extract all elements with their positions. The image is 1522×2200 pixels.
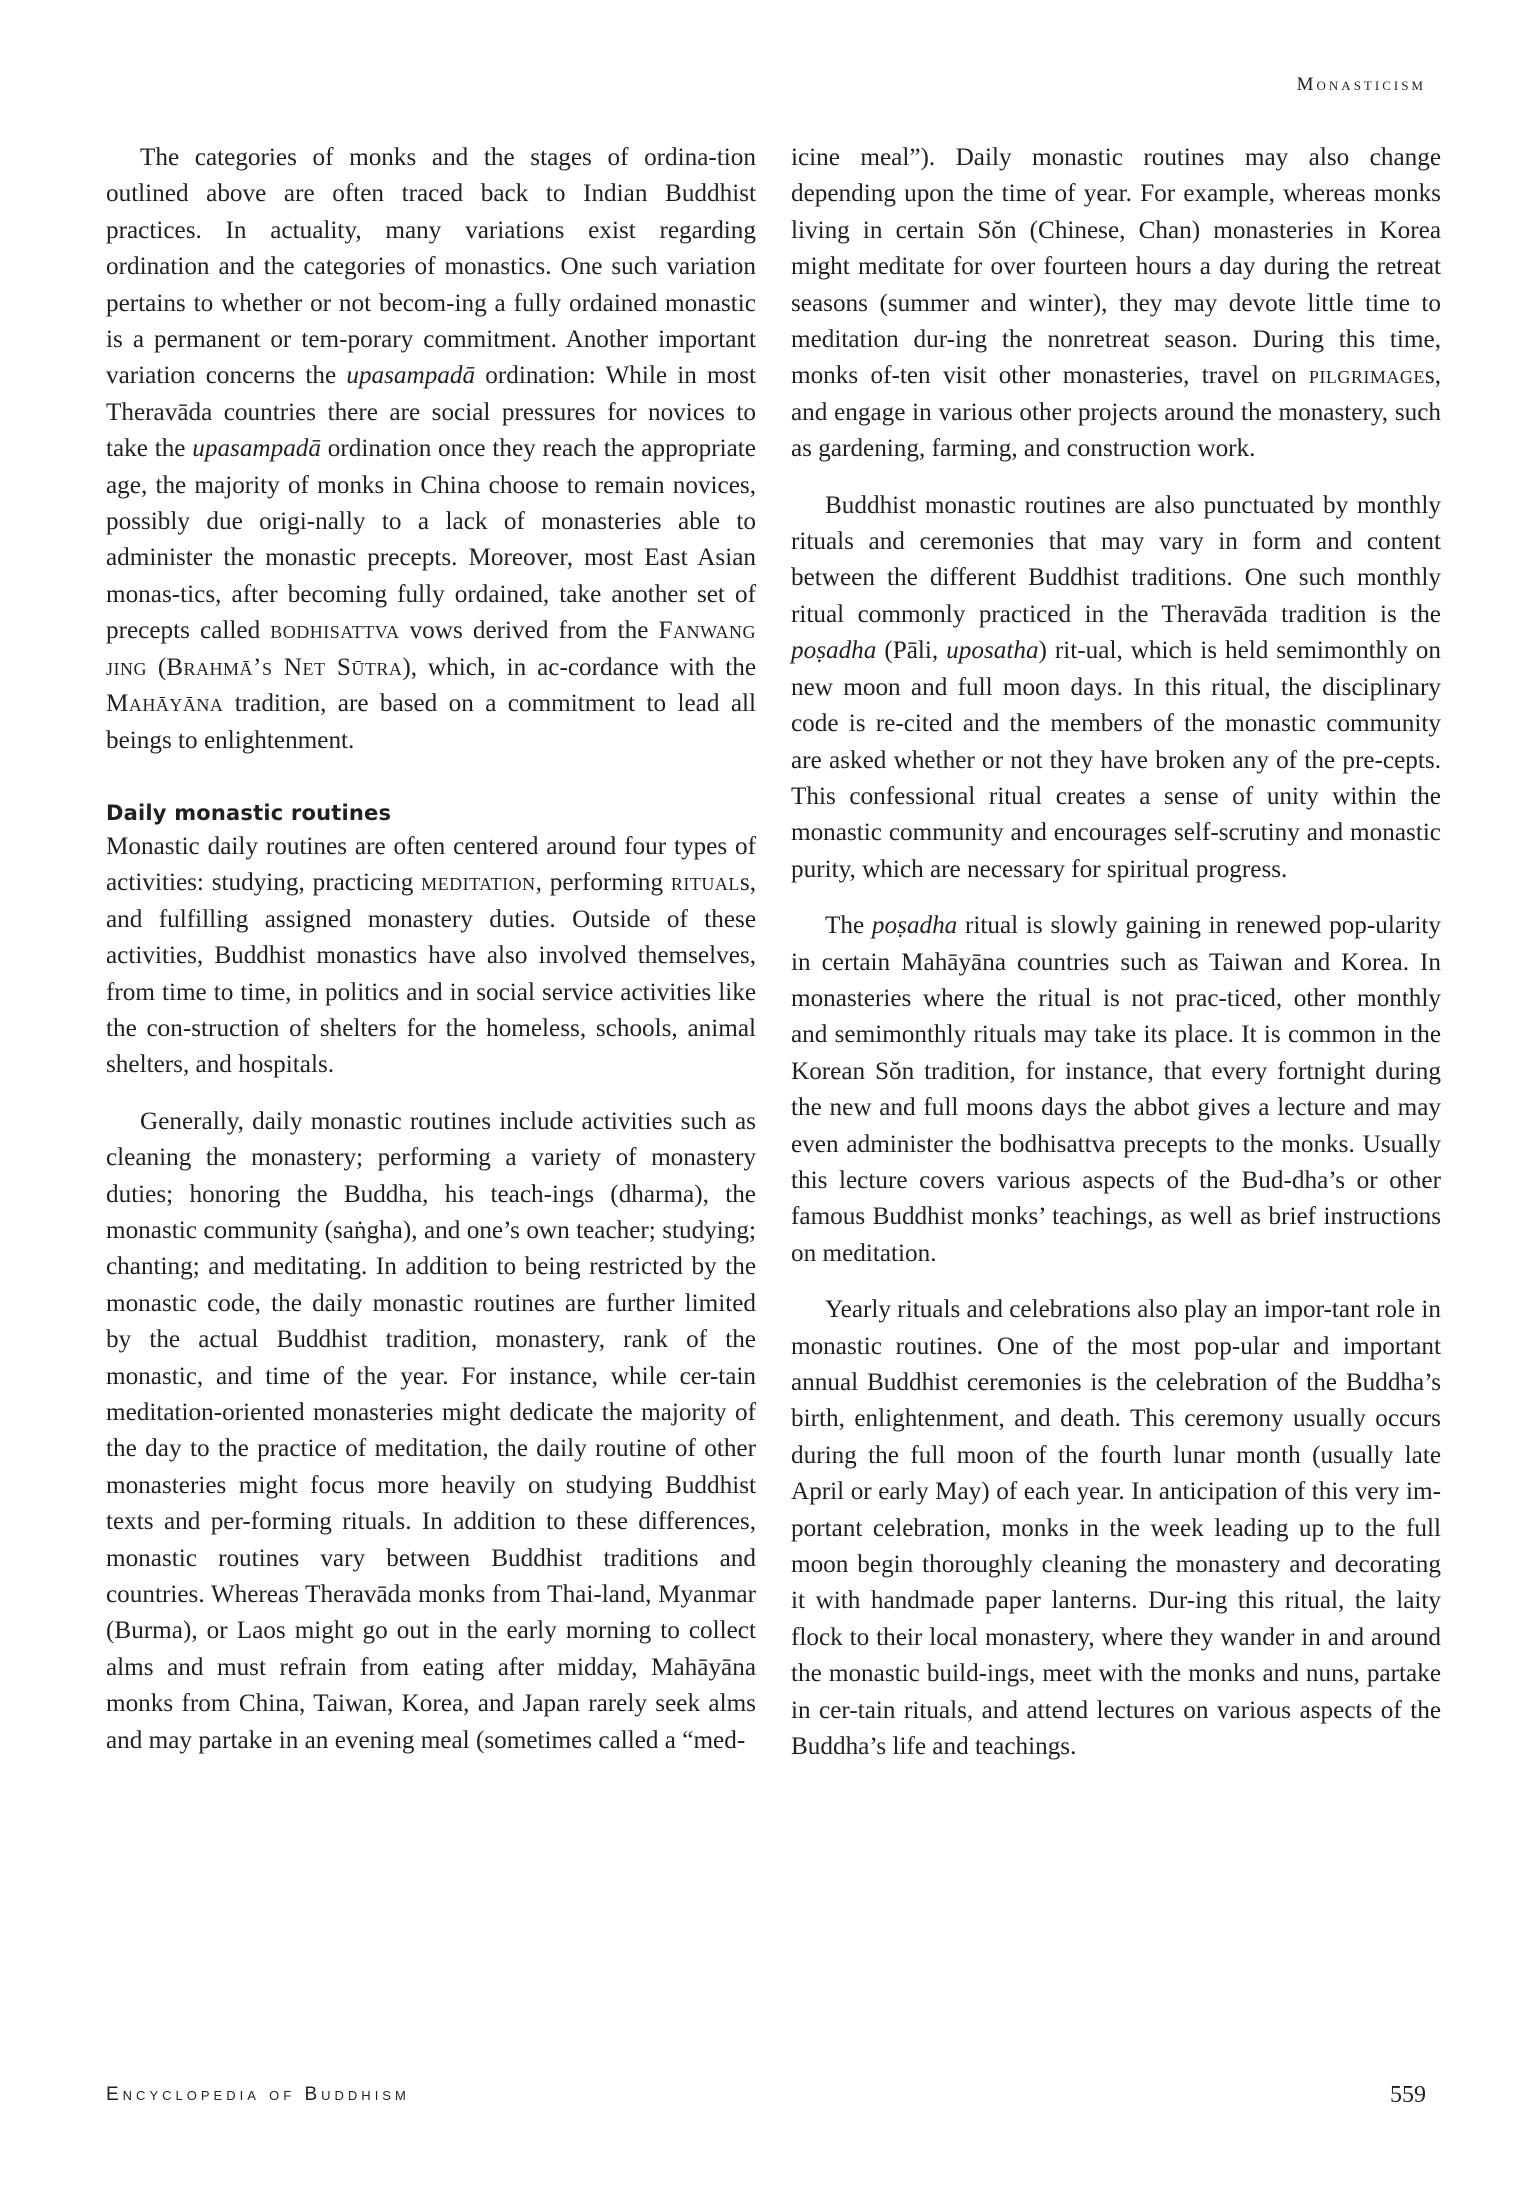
- running-head: Monasticism: [1296, 74, 1426, 95]
- term-posadha: poṣadha: [791, 637, 877, 665]
- paragraph-activities: Monastic daily routines are often centered around four types of activities: studying, practicing meditation, performing rituals, and fulfilling assigned monastery duties. Outside of these activities, Buddhist monastics have also involved themselves, from time to time, in politics and in social service activities like the con-struction of shelters for the homeless, schools, animal shelters, and hospitals.: [106, 832, 757, 1079]
- term-upasampada: upasampadā: [346, 362, 476, 390]
- right-column: [791, 140, 1441, 1765]
- paragraph-monthly-rituals: Buddhist monastic routines are also punctuated by monthly rituals and ceremonies that may vary in form and content between the different Buddhist traditions. One such monthly ritual commonly practiced in the Theravāda tradition is the poṣadha (Pāli, uposatha) rit-ual, which is held semimonthly on new moon and full moon days. In this ritual, the disciplinary code is re-cited and the members of the monastic community are asked whether or not they have broken any of the pre-cepts. This confessional ritual creates a sense of unity within the monastic community and encourages self-scrutiny and monastic purity, which are necessary for spiritual progress.: [791, 491, 1441, 883]
- cross-reference-mahayana[interactable]: Mahāyāna: [106, 690, 224, 718]
- paragraph-seasonal-change: icine meal”). Daily monastic routines may also change depending upon the time of year. For example, whereas monks living in certain Sŏn (Chinese, Chan) monasteries in Korea might meditate for over fourteen hours a day during the retreat seasons (summer and winter), they may devote little time to meditation dur-ing the nonretreat season. During this time, monks of-ten visit other monasteries, travel on pilgrimages, and engage in various other projects around the monastery, such as gardening, farming, and construction work.: [791, 144, 1441, 463]
- paragraph-ordination-variations: The categories of monks and the stages of ordina-tion outlined above are often traced back to Indian Buddhist practices. In actuality, many variations exist regarding ordination and the categories of monastics. One such variation pertains to whether or not becom-ing a fully ordained monastic is a permanent or tem-porary commitment. Another important variation concerns the upasampadā ordination: While in most Theravāda countries there are social pressures for novices to take the upasampadā ordination once they reach the appropriate age, the majority of monks in China choose to remain novices, possibly due origi-nally to a lack of monasteries able to administer the monastic precepts. Moreover, most East Asian monas-tics, after becoming fully ordained, take another set of precepts called bodhisattva vows derived from the Fanwang jing (Brahmā’s Net Sūtra), which, in ac-cordance with the Mahāyāna tradition, are based on a commitment to lead all beings to enlightenment.: [106, 144, 756, 754]
- cross-reference-fanwang-jing[interactable]: Fanwang jing: [106, 617, 756, 681]
- cross-reference-meditation[interactable]: meditation: [421, 869, 536, 897]
- cross-reference-brahmas-net-sutra[interactable]: Brahmā’s Net Sūtra: [166, 653, 403, 681]
- term-posadha: poṣadha: [871, 912, 958, 940]
- paragraph-daily-routines: Generally, daily monastic routines include activities such as cleaning the monastery; performing a variety of monastery duties; honoring the Buddha, his teach-ings (dharma), the monastic community (saṅgha), and one’s own teacher; studying; chanting; and meditating. In addition to being restricted by the monastic code, the daily monastic routines are further limited by the actual Buddhist tradition, monastery, rank of the monastic, and time of the year. For instance, while cer-tain meditation-oriented monasteries might dedicate the majority of the day to the practice of meditation, the daily routine of other monasteries might focus more heavily on studying Buddhist texts and per-forming rituals. In addition to these differences, monastic routines vary between Buddhist traditions and countries. Whereas Theravāda monks from Thai-land, Myanmar (Burma), or Laos might go out in the early morning to collect alms and must refrain from eating after midday, Mahāyāna monks from China, Taiwan, Korea, and Japan rarely seek alms and may partake in an evening meal (sometimes called a “med-: [106, 1107, 756, 1754]
- page-number: 559: [1390, 2082, 1426, 2108]
- term-upasampada: upasampadā: [192, 435, 321, 463]
- term-uposatha: uposatha: [946, 637, 1039, 665]
- footer-book-title: Encyclopedia of Buddhism: [106, 2084, 410, 2105]
- cross-reference-pilgrimage[interactable]: pilgrimage: [1308, 362, 1425, 390]
- cross-reference-ritual[interactable]: ritual: [670, 869, 740, 897]
- cross-reference-bodhisattva[interactable]: bodhisattva: [270, 617, 400, 645]
- paragraph-posadha-popularity: The poṣadha ritual is slowly gaining in renewed pop-ularity in certain Mahāyāna countries such as Taiwan and Korea. In monasteries where the ritual is not prac-ticed, other monthly and semimonthly rituals may take its place. It is common in the Korean Sŏn tradition, for instance, that every fortnight during the new and full moons days the abbot gives a lecture and may even administer the bodhisattva precepts to the monks. Usually this lecture covers various aspects of the Bud-dha’s or other famous Buddhist monks’ teachings, as well as brief instructions on meditation.: [791, 912, 1441, 1267]
- left-column: [106, 140, 756, 1759]
- paragraph-yearly-rituals: Yearly rituals and celebrations also play an impor-tant role in monastic routines. One of the most pop-ular and important annual Buddhist ceremonies is the celebration of the Buddha’s birth, enlightenment, and death. This ceremony usually occurs during the full moon of the fourth lunar month (usually late April or early May) of each year. In anticipation of this very im-portant celebration, monks in the week leading up to the full moon begin thoroughly cleaning the monastery and decorating it with handmade paper lanterns. Dur-ing this ritual, the laity flock to their local monastery, where they wander in and around the monastic build-ings, meet with the monks and nuns, partake in cer-tain rituals, and attend lectures on various aspects of the Buddha’s life and teachings.: [791, 1296, 1441, 1761]
- section-heading: Daily monastic routines: [106, 800, 392, 825]
